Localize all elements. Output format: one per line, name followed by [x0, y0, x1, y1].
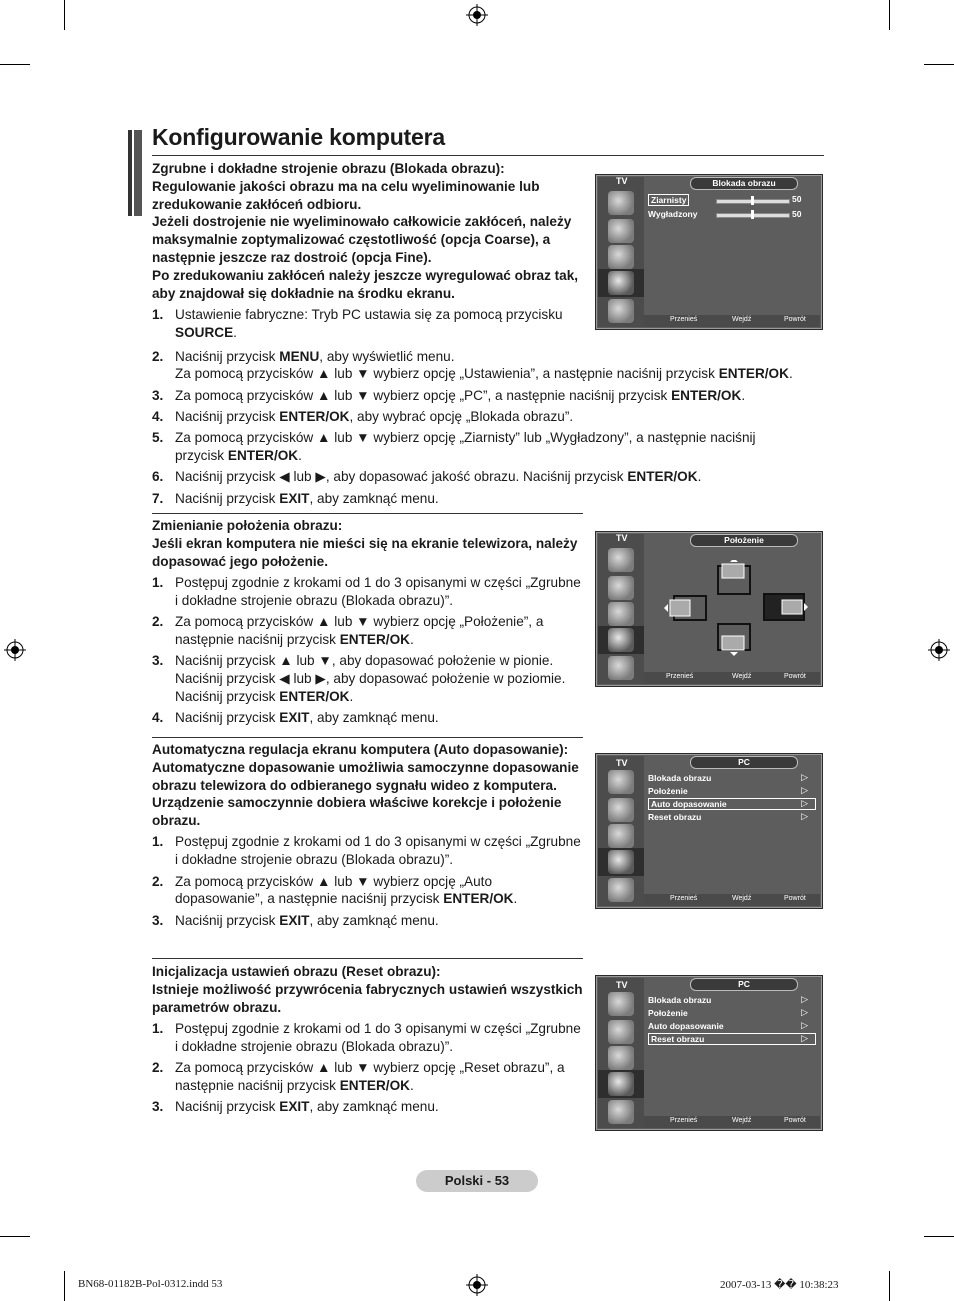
step-text: . [741, 387, 746, 403]
step-key: EXIT [279, 912, 310, 928]
step-number: 6. [152, 469, 164, 485]
tv-label: TV [616, 758, 628, 768]
step-key: ENTER/OK [339, 1077, 410, 1093]
step-number: 4. [152, 709, 164, 725]
tv-menu-header: Położenie [690, 534, 798, 547]
step-number: 3. [152, 912, 164, 928]
print-slug-date: 2007-03-13 �� 10:38:23 [720, 1279, 839, 1291]
step-text: . [409, 1077, 414, 1093]
submenu-arrow-icon: ▷ [801, 1020, 808, 1030]
fine-value: 50 [792, 209, 802, 219]
step-number: 2. [152, 348, 164, 364]
step-text: Za pomocą przycisków ▲ lub ▼ wybierz opcję „PC”, a następnie naciśnij przycisk [175, 387, 672, 403]
setup-icon [608, 1072, 634, 1096]
section-picture-lock [152, 160, 584, 341]
enter-hint: Wejdź [732, 895, 752, 902]
tv-label: TV [616, 533, 628, 543]
picture-icon [608, 191, 634, 215]
step-text: Za pomocą przycisków ▲ lub ▼ wybierz opcję „Ustawienia”, a następnie naciśnij przycisk [175, 366, 719, 382]
submenu-arrow-icon: ▷ [801, 994, 808, 1004]
step-key: ENTER/OK [627, 469, 698, 485]
step-key: ENTER/OK [718, 366, 789, 382]
step-text: , aby wybrać opcję „Blokada obrazu”. [349, 408, 574, 424]
channel-icon [608, 602, 634, 626]
section-heading: Zmienianie położenia obrazu: [152, 518, 343, 533]
tv-menu-item[interactable]: Blokada obrazu [648, 995, 712, 1005]
enter-hint: Wejdź [732, 673, 752, 680]
section-rule [152, 513, 583, 514]
sound-icon [608, 576, 634, 600]
tv-footer [644, 1116, 820, 1128]
step-key: ENTER/OK [279, 688, 350, 704]
step-number: 3. [152, 1099, 164, 1115]
step-number: 5. [152, 430, 164, 446]
step-number: 1. [152, 306, 164, 322]
move-hint: Przenieś [666, 673, 694, 680]
step-text: Naciśnij przycisk [175, 490, 280, 506]
section-intro: Po zredukowaniu zakłóceń należy jeszcze wyregulować obraz tak, aby znajdował się dokładnie na środku ekranu. [152, 267, 579, 301]
submenu-arrow-icon: ▷ [801, 811, 808, 821]
tv-menu-item[interactable]: Ziarnisty [648, 194, 689, 206]
section-heading: Inicjalizacja ustawień obrazu (Reset obrazu): [152, 964, 441, 979]
step-key: ENTER/OK [443, 891, 514, 907]
step-text: Naciśnij przycisk ◀ lub ▶, aby dopasować jakość obrazu. Naciśnij przycisk [175, 469, 628, 485]
step-number: 3. [152, 653, 164, 669]
step-number: 2. [152, 1059, 164, 1075]
step-number: 1. [152, 1020, 164, 1036]
step-text: . [788, 366, 793, 382]
submenu-arrow-icon: ▷ [801, 798, 808, 808]
page-title: Konfigurowanie komputera [152, 124, 445, 150]
submenu-arrow-icon: ▷ [801, 785, 808, 795]
step-item [152, 348, 832, 384]
step-text: Postępuj zgodnie z krokami od 1 do 3 opisanymi w części „Zgrubne i dokładne strojenie obrazu (Blokada obrazu)”. [175, 574, 581, 608]
back-hint: Powrót [784, 1117, 806, 1124]
registration-mark-icon [928, 639, 950, 661]
step-key: ENTER/OK [279, 408, 350, 424]
step-item [152, 833, 584, 869]
tv-menu-header: Blokada obrazu [690, 177, 798, 190]
fine-slider[interactable] [716, 213, 790, 218]
print-slug-file: BN68-01182B-Pol-0312.indd 53 [78, 1278, 223, 1290]
step-key: EXIT [279, 490, 310, 506]
back-hint: Powrót [784, 895, 806, 902]
step-text: Ustawienie fabryczne: Tryb PC ustawia się za pomocą przycisku [175, 306, 563, 322]
coarse-slider[interactable] [716, 199, 790, 204]
step-text: Naciśnij przycisk [175, 1099, 280, 1115]
move-hint: Przenieś [670, 895, 698, 902]
step-number: 2. [152, 873, 164, 889]
step-item [152, 1098, 584, 1116]
picture-icon [608, 992, 634, 1016]
input-icon [608, 656, 634, 680]
crop-mark [889, 1271, 890, 1301]
section-intro: Regulowanie jakości obrazu ma na celu wyeliminowanie lub zredukowanie zakłóceń odbioru. [152, 178, 540, 212]
registration-mark-icon [466, 1274, 488, 1296]
tv-menu-picture-lock [595, 174, 823, 330]
step-number: 1. [152, 834, 164, 850]
registration-mark-icon [4, 639, 26, 661]
section-intro: Jeżeli dostrojenie nie wyeliminowało całkowicie zakłóceń, należy maksymalnie zoptymalizować częstotliwość (opcja Coarse), a następnie jeszcze raz dostroić (opcja Fine). [152, 214, 572, 265]
crop-mark [0, 1236, 30, 1237]
step-key: EXIT [279, 709, 310, 725]
step-item [152, 387, 832, 405]
tv-menu-pc-reset [595, 975, 823, 1131]
step-text: Naciśnij przycisk [175, 912, 280, 928]
step-key: ENTER/OK [671, 387, 742, 403]
section-auto-adjust [152, 741, 584, 929]
step-item [152, 709, 584, 727]
crop-mark [64, 1271, 65, 1301]
step-text: , aby zamknąć menu. [309, 1099, 439, 1115]
step-item [152, 873, 584, 909]
page-number-badge: Polski - 53 [416, 1170, 538, 1192]
tv-menu-header: PC [690, 756, 798, 769]
step-text: . [349, 688, 354, 704]
step-key: MENU [279, 348, 320, 364]
step-key: SOURCE [175, 324, 234, 340]
step-item [152, 468, 832, 486]
submenu-arrow-icon: ▷ [801, 1033, 808, 1043]
section-intro: Automatyczne dopasowanie umożliwia samoczynne dopasowanie obrazu telewizora do odbieranego sygnału wideo z komputera. Urządzenie samoczynnie dobiera właściwe korekcje i położenie obrazu. [152, 759, 579, 829]
tv-menu-item[interactable]: Auto dopasowanie [648, 1021, 724, 1031]
step-number: 7. [152, 490, 164, 506]
section-rule [152, 958, 583, 959]
sound-icon [608, 219, 634, 243]
submenu-arrow-icon: ▷ [801, 772, 808, 782]
input-icon [608, 878, 634, 902]
step-item [152, 490, 832, 508]
step-text: . [233, 324, 237, 340]
step-number: 2. [152, 613, 164, 629]
step-text: , aby zamknąć menu. [309, 709, 439, 725]
crop-mark [924, 1236, 954, 1237]
step-item [152, 306, 584, 342]
step-item [152, 574, 584, 610]
tv-menu-header: PC [690, 978, 798, 991]
crop-mark [0, 64, 30, 65]
step-text: . [513, 891, 518, 907]
tv-menu-item[interactable]: Reset obrazu [648, 812, 702, 822]
step-text: Naciśnij przycisk [175, 408, 280, 424]
crop-mark [924, 64, 954, 65]
step-text: Postępuj zgodnie z krokami od 1 do 3 opisanymi w części „Zgrubne i dokładne strojenie obrazu (Blokada obrazu)”. [175, 834, 581, 868]
step-text: . [409, 631, 414, 647]
step-text: Naciśnij przycisk [175, 709, 280, 725]
channel-icon [608, 1046, 634, 1070]
move-hint: Przenieś [670, 1117, 698, 1124]
crop-mark [64, 0, 65, 30]
step-key: ENTER/OK [339, 631, 410, 647]
step-text: Za pomocą przycisków ▲ lub ▼ wybierz opcję „Ziarnisty” lub „Wygładzony”, a następnie naciśnij przycisk [175, 430, 756, 463]
step-item [152, 613, 584, 649]
setup-icon [608, 271, 634, 295]
channel-icon [608, 824, 634, 848]
input-icon [608, 299, 634, 323]
sound-icon [608, 798, 634, 822]
step-text: , aby wyświetlić menu. [319, 348, 455, 364]
section-heading: Zgrubne i dokładne strojenie obrazu (Blokada obrazu): [152, 161, 505, 176]
tv-menu-item[interactable]: Auto dopasowanie [648, 798, 816, 810]
back-hint: Powrót [784, 316, 806, 323]
title-accent-bar [128, 130, 142, 216]
section-rule [152, 737, 583, 738]
tv-menu-pc-auto [595, 753, 823, 909]
tv-footer [644, 672, 820, 684]
submenu-arrow-icon: ▷ [801, 1007, 808, 1017]
step-item [152, 408, 832, 426]
setup-icon [608, 628, 634, 652]
tv-menu-item[interactable]: Położenie [648, 1008, 688, 1018]
step-text: Za pomocą przycisków ▲ lub ▼ wybierz opcję „Auto dopasowanie”, a następnie naciśnij przycisk [175, 873, 493, 907]
step-number: 3. [152, 387, 164, 403]
tv-footer [644, 894, 820, 906]
enter-hint: Wejdź [732, 316, 752, 323]
picture-icon [608, 770, 634, 794]
step-item [152, 1020, 584, 1056]
step-item [152, 652, 584, 705]
section-position [152, 517, 584, 727]
enter-hint: Wejdź [732, 1117, 752, 1124]
step-item [152, 429, 775, 465]
tv-label: TV [616, 176, 628, 186]
step-key: ENTER/OK [227, 447, 299, 463]
step-text: Postępuj zgodnie z krokami od 1 do 3 opisanymi w części „Zgrubne i dokładne strojenie obrazu (Blokada obrazu)”. [175, 1020, 581, 1054]
input-icon [608, 1100, 634, 1124]
back-hint: Powrót [784, 673, 806, 680]
step-item [152, 912, 584, 930]
tv-menu-position [595, 531, 823, 687]
section-reset [152, 963, 584, 1116]
picture-icon [608, 548, 634, 572]
section-intro: Jeśli ekran komputera nie mieści się na ekranie telewizora, należy dopasować jego położenie. [152, 535, 578, 569]
channel-icon [608, 245, 634, 269]
position-diagram-icon [656, 560, 816, 662]
step-text: . [298, 447, 302, 463]
step-text: , aby zamknąć menu. [309, 912, 439, 928]
section-picture-lock-steps [152, 344, 832, 507]
tv-menu-item[interactable]: Reset obrazu [648, 1033, 816, 1045]
crop-mark [889, 0, 890, 30]
setup-icon [608, 850, 634, 874]
step-text: Naciśnij przycisk ▲ lub ▼, aby dopasować położenie w pionie. Naciśnij przycisk ◀ lub ▶, aby dopasować położenie w poziomie. Naciśnij przycisk [175, 653, 566, 704]
coarse-value: 50 [792, 194, 802, 204]
section-intro: Istnieje możliwość przywrócenia fabrycznych ustawień wszystkich parametrów obrazu. [152, 981, 583, 1015]
step-text: Naciśnij przycisk [175, 348, 280, 364]
step-text: Za pomocą przycisków ▲ lub ▼ wybierz opcję „Położenie”, a następnie naciśnij przycisk [175, 613, 544, 647]
step-number: 1. [152, 574, 164, 590]
step-number: 4. [152, 408, 164, 424]
section-heading: Automatyczna regulacja ekranu komputera (Auto dopasowanie): [152, 742, 569, 757]
move-hint: Przenieś [670, 316, 698, 323]
step-text: , aby zamknąć menu. [309, 490, 439, 506]
tv-menu-item[interactable]: Blokada obrazu [648, 773, 712, 783]
registration-mark-icon [466, 4, 488, 26]
step-text: Za pomocą przycisków ▲ lub ▼ wybierz opcję „Reset obrazu”, a następnie naciśnij przycisk [175, 1059, 565, 1093]
step-item [152, 1059, 584, 1095]
sound-icon [608, 1020, 634, 1044]
tv-label: TV [616, 980, 628, 990]
step-text: . [697, 469, 702, 485]
tv-menu-item[interactable]: Położenie [648, 786, 688, 796]
step-key: EXIT [279, 1099, 310, 1115]
title-rule [152, 155, 824, 156]
tv-menu-item[interactable]: Wygładzony [648, 209, 698, 219]
tv-footer [644, 315, 820, 327]
